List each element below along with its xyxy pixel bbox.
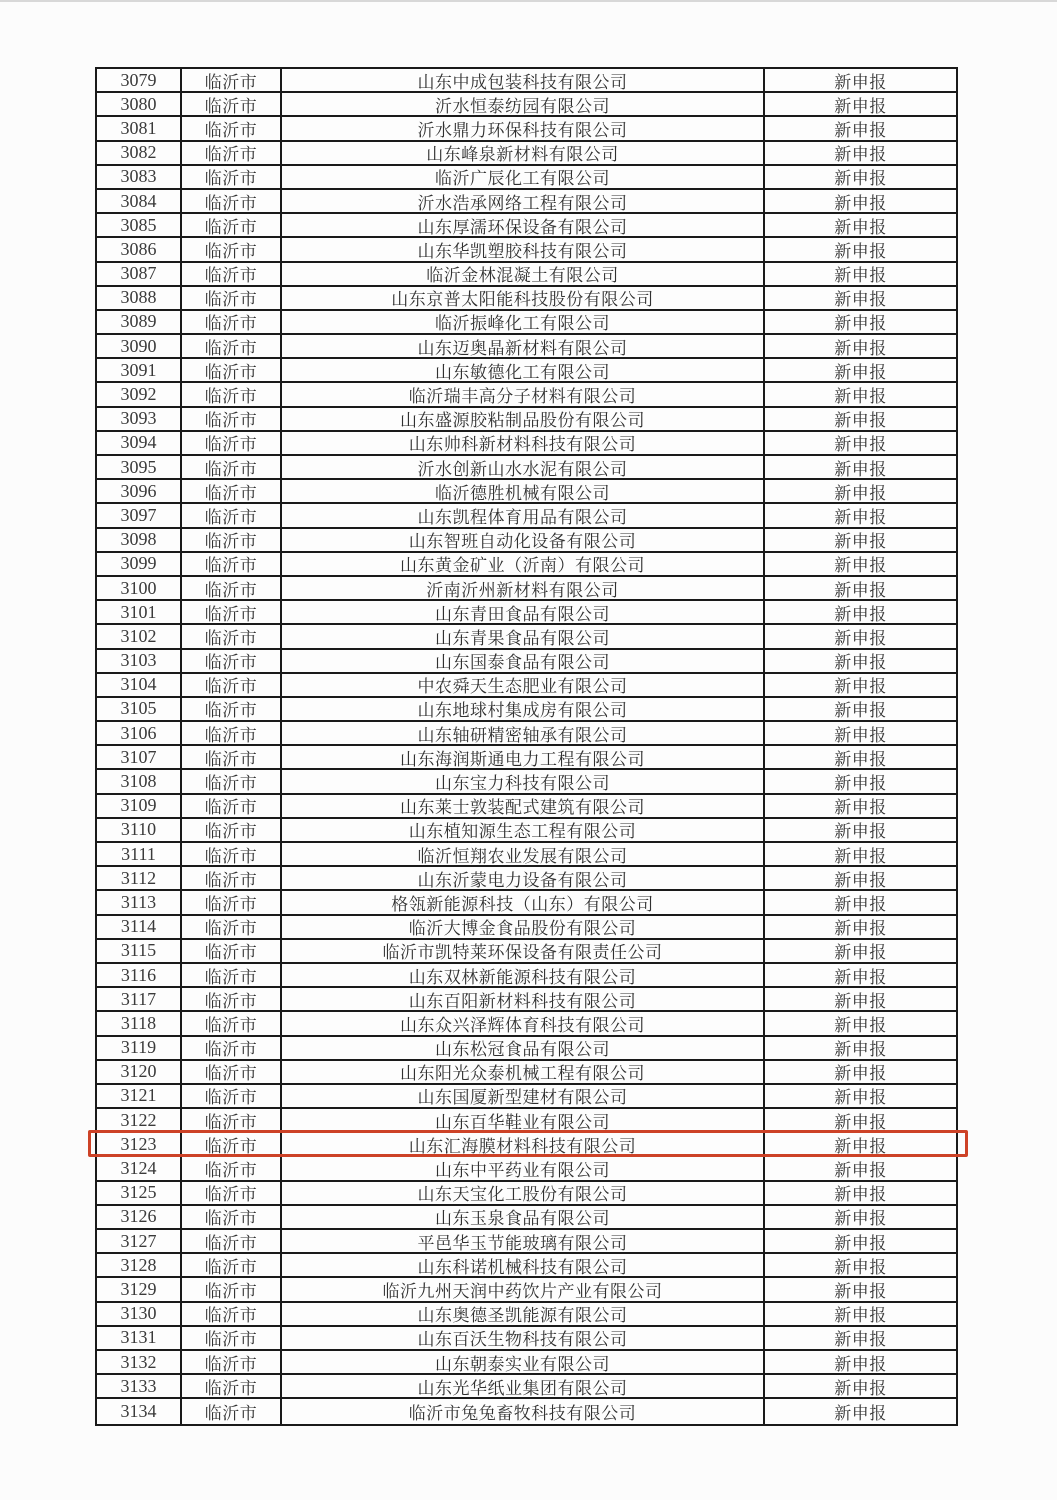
city-cell: 临沂市 [182, 1133, 282, 1155]
city-cell: 临沂市 [182, 746, 282, 768]
city-cell: 临沂市 [182, 916, 282, 938]
table-row [97, 1399, 956, 1423]
status-cell: 新申报 [834, 217, 887, 237]
row-number-cell: 3097 [97, 504, 182, 526]
table-row [97, 674, 956, 698]
city-cell: 临沂市 [182, 383, 282, 405]
city-cell: 临沂市 [182, 263, 282, 285]
status-cell: 新申报 [834, 677, 887, 697]
city-cell: 临沂市 [182, 1206, 282, 1228]
city-cell: 临沂市 [182, 988, 282, 1010]
company-name-cell: 临沂振峰化工有限公司 [282, 311, 765, 333]
city-cell: 临沂市 [182, 1399, 282, 1423]
status-cell: 新申报 [834, 919, 887, 939]
company-name-cell: 山东奥德圣凯能源有限公司 [282, 1303, 765, 1325]
table-row [97, 1375, 956, 1399]
company-name-cell: 山东天宝化工股份有限公司 [282, 1182, 765, 1204]
company-name-cell: 山东帅科新材料科技有限公司 [282, 432, 765, 454]
table-row [97, 214, 956, 238]
city-cell: 临沂市 [182, 891, 282, 913]
status-cell: 新申报 [834, 749, 887, 769]
company-name-cell: 山东敏德化工有限公司 [282, 359, 765, 381]
table-row [97, 1278, 956, 1302]
status-cell: 新申报 [834, 1233, 887, 1253]
table-row [97, 1157, 956, 1181]
table-row [97, 1061, 956, 1085]
row-number-cell: 3125 [97, 1182, 182, 1204]
row-number-cell: 3129 [97, 1278, 182, 1300]
city-cell: 临沂市 [182, 770, 282, 792]
row-number-cell: 3094 [97, 432, 182, 454]
table-row [97, 1351, 956, 1375]
city-cell: 临沂市 [182, 964, 282, 986]
table-row [97, 93, 956, 117]
company-name-cell: 山东百阳新材料科技有限公司 [282, 988, 765, 1010]
status-cell: 新申报 [834, 1403, 887, 1423]
company-name-cell: 山东中成包装科技有限公司 [282, 69, 765, 91]
table-row [97, 964, 956, 988]
company-name-cell: 山东松冠食品有限公司 [282, 1037, 765, 1059]
city-cell: 临沂市 [182, 1230, 282, 1252]
company-name-cell: 山东科诺机械科技有限公司 [282, 1254, 765, 1276]
status-cell: 新申报 [834, 435, 887, 455]
status-cell: 新申报 [834, 580, 887, 600]
city-cell: 临沂市 [182, 214, 282, 236]
company-name-cell: 临沂大博金食品股份有限公司 [282, 916, 765, 938]
company-name-cell: 山东光华纸业集团有限公司 [282, 1375, 765, 1397]
company-name-cell: 沂南沂州新材料有限公司 [282, 577, 765, 599]
row-number-cell: 3133 [97, 1375, 182, 1397]
status-cell: 新申报 [834, 532, 887, 552]
table-row [97, 722, 956, 746]
status-cell: 新申报 [834, 459, 887, 479]
row-number-cell: 3085 [97, 214, 182, 236]
status-cell: 新申报 [834, 387, 887, 407]
row-number-cell: 3127 [97, 1230, 182, 1252]
city-cell: 临沂市 [182, 1157, 282, 1179]
table-row [97, 746, 956, 770]
table-row [97, 553, 956, 577]
table-row [97, 166, 956, 190]
table-row [97, 867, 956, 891]
city-cell: 临沂市 [182, 1351, 282, 1373]
status-cell: 新申报 [834, 1112, 887, 1132]
city-cell: 临沂市 [182, 819, 282, 841]
row-number-cell: 3102 [97, 625, 182, 647]
city-cell: 临沂市 [182, 625, 282, 647]
row-number-cell: 3084 [97, 190, 182, 212]
company-name-cell: 临沂九州天润中药饮片产业有限公司 [282, 1278, 765, 1300]
company-name-cell: 山东双林新能源科技有限公司 [282, 964, 765, 986]
row-number-cell: 3130 [97, 1303, 182, 1325]
page-top-edge [0, 0, 1057, 2]
company-name-cell: 山东中平药业有限公司 [282, 1157, 765, 1179]
table-row [97, 69, 956, 93]
row-number-cell: 3105 [97, 698, 182, 720]
company-name-cell: 山东凯程体育用品有限公司 [282, 504, 765, 526]
row-number-cell: 3134 [97, 1399, 182, 1423]
status-cell: 新申报 [834, 1015, 887, 1035]
company-name-cell: 沂水鼎力环保科技有限公司 [282, 117, 765, 139]
city-cell: 临沂市 [182, 698, 282, 720]
status-cell: 新申报 [834, 725, 887, 745]
company-name-cell: 山东黄金矿业（沂南）有限公司 [282, 553, 765, 575]
table-row [97, 1206, 956, 1230]
table-row [97, 795, 956, 819]
status-cell: 新申报 [834, 1330, 887, 1350]
status-cell: 新申报 [834, 338, 887, 358]
status-cell: 新申报 [834, 1354, 887, 1374]
city-cell: 临沂市 [182, 1085, 282, 1107]
table-row [97, 916, 956, 940]
status-cell: 新申报 [834, 1209, 887, 1229]
row-number-cell: 3116 [97, 964, 182, 986]
row-number-cell: 3132 [97, 1351, 182, 1373]
status-cell: 新申报 [834, 193, 887, 213]
row-number-cell: 3090 [97, 335, 182, 357]
row-number-cell: 3086 [97, 238, 182, 260]
status-cell: 新申报 [834, 411, 887, 431]
row-number-cell: 3117 [97, 988, 182, 1010]
row-number-cell: 3083 [97, 166, 182, 188]
company-name-cell: 山东朝泰实业有限公司 [282, 1351, 765, 1373]
city-cell: 临沂市 [182, 1182, 282, 1204]
row-number-cell: 3104 [97, 674, 182, 696]
city-cell: 临沂市 [182, 1254, 282, 1276]
row-number-cell: 3096 [97, 480, 182, 502]
row-number-cell: 3108 [97, 770, 182, 792]
row-number-cell: 3128 [97, 1254, 182, 1276]
table-row [97, 1327, 956, 1351]
status-cell: 新申报 [834, 604, 887, 624]
row-number-cell: 3111 [97, 843, 182, 865]
status-cell: 新申报 [834, 1378, 887, 1398]
row-number-cell: 3088 [97, 287, 182, 309]
table-row [97, 263, 956, 287]
table-row [97, 1254, 956, 1278]
status-cell: 新申报 [834, 943, 887, 963]
company-name-cell: 山东阳光众泰机械工程有限公司 [282, 1061, 765, 1083]
company-name-cell: 山东玉泉食品有限公司 [282, 1206, 765, 1228]
company-name-cell: 山东青田食品有限公司 [282, 601, 765, 623]
row-number-cell: 3087 [97, 263, 182, 285]
city-cell: 临沂市 [182, 432, 282, 454]
table-row [97, 770, 956, 794]
city-cell: 临沂市 [182, 553, 282, 575]
city-cell: 临沂市 [182, 867, 282, 889]
table-row [97, 940, 956, 964]
table-row [97, 577, 956, 601]
city-cell: 临沂市 [182, 1303, 282, 1325]
city-cell: 临沂市 [182, 117, 282, 139]
row-number-cell: 3115 [97, 940, 182, 962]
table-row [97, 1230, 956, 1254]
city-cell: 临沂市 [182, 577, 282, 599]
status-cell: 新申报 [834, 96, 887, 116]
status-cell: 新申报 [834, 1306, 887, 1326]
status-cell: 新申报 [834, 556, 887, 576]
city-cell: 临沂市 [182, 940, 282, 962]
row-number-cell: 3131 [97, 1327, 182, 1349]
company-name-cell: 临沂广辰化工有限公司 [282, 166, 765, 188]
row-number-cell: 3122 [97, 1109, 182, 1131]
row-number-cell: 3091 [97, 359, 182, 381]
city-cell: 临沂市 [182, 1061, 282, 1083]
row-number-cell: 3107 [97, 746, 182, 768]
city-cell: 临沂市 [182, 795, 282, 817]
company-name-cell: 山东众兴泽辉体育科技有限公司 [282, 1012, 765, 1034]
row-number-cell: 3080 [97, 93, 182, 115]
status-cell: 新申报 [834, 822, 887, 842]
status-cell: 新申报 [834, 169, 887, 189]
row-number-cell: 3092 [97, 383, 182, 405]
city-cell: 临沂市 [182, 601, 282, 623]
row-number-cell: 3098 [97, 529, 182, 551]
status-cell: 新申报 [834, 241, 887, 261]
row-number-cell: 3082 [97, 142, 182, 164]
table-row [97, 1303, 956, 1327]
status-cell: 新申报 [834, 774, 887, 794]
company-name-cell: 中农舜天生态肥业有限公司 [282, 674, 765, 696]
row-number-cell: 3099 [97, 553, 182, 575]
table-row [97, 1085, 956, 1109]
status-cell: 新申报 [834, 1088, 887, 1108]
table-row [97, 1109, 956, 1133]
table-row [97, 335, 956, 359]
table-row [97, 650, 956, 674]
row-number-cell: 3126 [97, 1206, 182, 1228]
row-number-cell: 3089 [97, 311, 182, 333]
table-row [97, 529, 956, 553]
table-row [97, 383, 956, 407]
company-name-cell: 平邑华玉节能玻璃有限公司 [282, 1230, 765, 1252]
company-name-cell: 山东沂蒙电力设备有限公司 [282, 867, 765, 889]
status-cell: 新申报 [834, 798, 887, 818]
status-cell: 新申报 [834, 362, 887, 382]
city-cell: 临沂市 [182, 311, 282, 333]
table-row [97, 190, 956, 214]
company-name-cell: 临沂瑞丰高分子材料有限公司 [282, 383, 765, 405]
row-number-cell: 3110 [97, 819, 182, 841]
status-cell: 新申报 [834, 701, 887, 721]
status-cell: 新申报 [834, 870, 887, 890]
city-cell: 临沂市 [182, 1278, 282, 1300]
status-cell: 新申报 [834, 507, 887, 527]
company-name-cell: 山东海润斯通电力工程有限公司 [282, 746, 765, 768]
status-cell: 新申报 [834, 846, 887, 866]
row-number-cell: 3112 [97, 867, 182, 889]
company-name-cell: 山东莱士敦装配式建筑有限公司 [282, 795, 765, 817]
company-name-cell: 山东宝力科技有限公司 [282, 770, 765, 792]
city-cell: 临沂市 [182, 529, 282, 551]
table-row [97, 698, 956, 722]
status-cell: 新申报 [834, 266, 887, 286]
row-number-cell: 3123 [97, 1133, 182, 1155]
company-name-cell: 山东峰泉新材料有限公司 [282, 142, 765, 164]
status-cell: 新申报 [834, 145, 887, 165]
city-cell: 临沂市 [182, 69, 282, 91]
row-number-cell: 3103 [97, 650, 182, 672]
table-row [97, 287, 956, 311]
table-row [97, 359, 956, 383]
company-name-cell: 格瓴新能源科技（山东）有限公司 [282, 891, 765, 913]
city-cell: 临沂市 [182, 1327, 282, 1349]
status-cell: 新申报 [834, 120, 887, 140]
city-cell: 临沂市 [182, 480, 282, 502]
status-cell: 新申报 [834, 1064, 887, 1084]
city-cell: 临沂市 [182, 142, 282, 164]
table-row [97, 601, 956, 625]
status-cell: 新申报 [834, 991, 887, 1011]
company-name-cell: 山东国泰食品有限公司 [282, 650, 765, 672]
table-row [97, 238, 956, 262]
company-name-cell: 山东汇海膜材料科技有限公司 [282, 1133, 765, 1155]
city-cell: 临沂市 [182, 408, 282, 430]
city-cell: 临沂市 [182, 650, 282, 672]
company-name-cell: 山东青果食品有限公司 [282, 625, 765, 647]
table-row [97, 456, 956, 480]
status-cell: 新申报 [834, 1185, 887, 1205]
status-cell: 新申报 [834, 290, 887, 310]
table-row [97, 117, 956, 141]
table-row [97, 480, 956, 504]
company-name-cell: 临沂恒翔农业发展有限公司 [282, 843, 765, 865]
table-row [97, 843, 956, 867]
company-name-cell: 沂水浩承网络工程有限公司 [282, 190, 765, 212]
company-name-cell: 山东地球村集成房有限公司 [282, 698, 765, 720]
city-cell: 临沂市 [182, 166, 282, 188]
company-name-cell: 山东百沃生物科技有限公司 [282, 1327, 765, 1349]
company-name-cell: 山东华凯塑胶科技有限公司 [282, 238, 765, 260]
city-cell: 临沂市 [182, 722, 282, 744]
company-name-cell: 山东植知源生态工程有限公司 [282, 819, 765, 841]
city-cell: 临沂市 [182, 238, 282, 260]
company-list-table [95, 67, 958, 1426]
company-name-cell: 山东国厦新型建材有限公司 [282, 1085, 765, 1107]
company-name-cell: 山东厚濡环保设备有限公司 [282, 214, 765, 236]
status-cell: 新申报 [834, 1257, 887, 1277]
row-number-cell: 3124 [97, 1157, 182, 1179]
status-cell: 新申报 [834, 1281, 887, 1301]
row-number-cell: 3100 [97, 577, 182, 599]
status-cell: 新申报 [834, 1161, 887, 1181]
company-name-cell: 山东百华鞋业有限公司 [282, 1109, 765, 1131]
table-row [97, 625, 956, 649]
row-number-cell: 3113 [97, 891, 182, 913]
status-cell: 新申报 [834, 1040, 887, 1060]
company-name-cell: 临沂金林混凝土有限公司 [282, 263, 765, 285]
table-row [97, 1012, 956, 1036]
row-number-cell: 3118 [97, 1012, 182, 1034]
city-cell: 临沂市 [182, 456, 282, 478]
company-name-cell: 山东智班自动化设备有限公司 [282, 529, 765, 551]
row-number-cell: 3081 [97, 117, 182, 139]
city-cell: 临沂市 [182, 1375, 282, 1397]
table-row [97, 819, 956, 843]
city-cell: 临沂市 [182, 335, 282, 357]
city-cell: 临沂市 [182, 674, 282, 696]
row-number-cell: 3095 [97, 456, 182, 478]
city-cell: 临沂市 [182, 190, 282, 212]
table-row-highlighted [97, 1133, 956, 1157]
table-row [97, 1037, 956, 1061]
table-row [97, 891, 956, 915]
row-number-cell: 3079 [97, 69, 182, 91]
city-cell: 临沂市 [182, 843, 282, 865]
row-number-cell: 3120 [97, 1061, 182, 1083]
status-cell: 新申报 [834, 653, 887, 673]
company-name-cell: 沂水创新山水水泥有限公司 [282, 456, 765, 478]
company-name-cell: 临沂市凯特莱环保设备有限责任公司 [282, 940, 765, 962]
city-cell: 临沂市 [182, 1037, 282, 1059]
table-row [97, 311, 956, 335]
table-row [97, 504, 956, 528]
city-cell: 临沂市 [182, 504, 282, 526]
row-number-cell: 3114 [97, 916, 182, 938]
row-number-cell: 3106 [97, 722, 182, 744]
row-number-cell: 3101 [97, 601, 182, 623]
city-cell: 临沂市 [182, 1012, 282, 1034]
company-name-cell: 临沂市兔兔畜牧科技有限公司 [282, 1399, 765, 1423]
status-cell: 新申报 [834, 894, 887, 914]
status-cell: 新申报 [834, 483, 887, 503]
row-number-cell: 3121 [97, 1085, 182, 1107]
city-cell: 临沂市 [182, 287, 282, 309]
status-cell: 新申报 [834, 314, 887, 334]
city-cell: 临沂市 [182, 359, 282, 381]
row-number-cell: 3093 [97, 408, 182, 430]
company-name-cell: 山东迈奥晶新材料有限公司 [282, 335, 765, 357]
row-number-cell: 3109 [97, 795, 182, 817]
city-cell: 临沂市 [182, 93, 282, 115]
row-number-cell: 3119 [97, 1037, 182, 1059]
table-row [97, 408, 956, 432]
company-name-cell: 山东盛源胶粘制品股份有限公司 [282, 408, 765, 430]
status-cell: 新申报 [834, 72, 887, 92]
company-name-cell: 山东轴研精密轴承有限公司 [282, 722, 765, 744]
status-cell: 新申报 [834, 967, 887, 987]
table-row [97, 142, 956, 166]
company-name-cell: 沂水恒泰纺园有限公司 [282, 93, 765, 115]
table-row [97, 988, 956, 1012]
status-cell: 新申报 [834, 628, 887, 648]
status-cell: 新申报 [834, 1136, 887, 1156]
table-row [97, 1182, 956, 1206]
company-name-cell: 临沂德胜机械有限公司 [282, 480, 765, 502]
city-cell: 临沂市 [182, 1109, 282, 1131]
company-name-cell: 山东京普太阳能科技股份有限公司 [282, 287, 765, 309]
table-row [97, 432, 956, 456]
